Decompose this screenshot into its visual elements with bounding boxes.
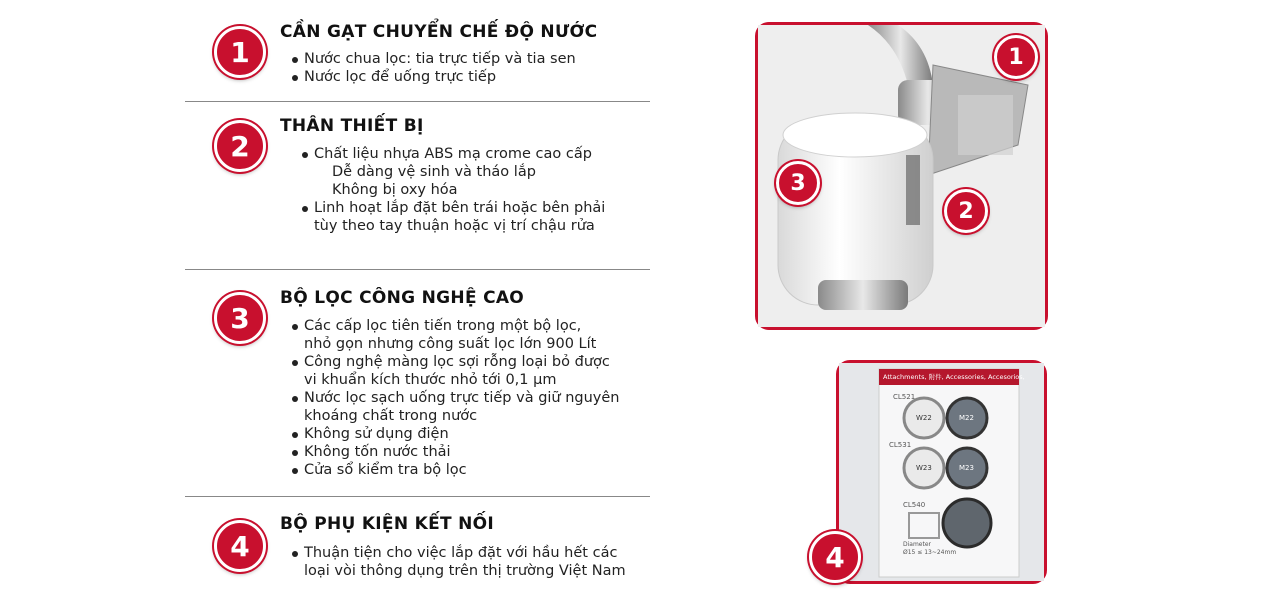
list-item: Nước lọc sạch uống trực tiếp và giữ nguyên <box>292 389 620 407</box>
number-badge: 1 <box>214 26 266 78</box>
callout-badge: 4 <box>809 531 861 583</box>
list-item: Không sử dụng điện <box>292 425 620 443</box>
callout-badge: 1 <box>994 35 1038 79</box>
accessory-label: W22 <box>916 414 932 422</box>
section-title: THÂN THIẾT BỊ <box>280 116 424 136</box>
list-item: Chất liệu nhựa ABS mạ crome cao cấp <box>302 145 605 163</box>
list-item: nhỏ gọn nhưng công suất lọc lớn 900 Lít <box>304 336 597 352</box>
number-badge: 4 <box>214 520 266 572</box>
number-badge: 3 <box>214 292 266 344</box>
section-connection-accessories <box>210 506 650 596</box>
section-title: BỘ PHỤ KIỆN KẾT NỐI <box>280 514 494 534</box>
section-list <box>302 145 605 235</box>
section-list <box>292 544 626 580</box>
list-item: loại vòi thông dụng trên thị trường Việt Nam <box>304 563 626 579</box>
divider <box>185 496 650 497</box>
section-filter-technology <box>210 280 650 490</box>
accessory-label: W23 <box>916 464 932 472</box>
divider <box>185 101 650 102</box>
section-list <box>292 50 576 86</box>
section-list <box>292 317 620 479</box>
section-water-mode-lever <box>210 14 650 94</box>
accessory-photo <box>825 360 1047 584</box>
list-item: Công nghệ màng lọc sợi rỗng loại bỏ được <box>292 353 620 371</box>
list-item: Dễ dàng vệ sinh và tháo lắp <box>332 164 536 180</box>
section-title: BỘ LỌC CÔNG NGHỆ CAO <box>280 288 525 308</box>
divider <box>185 269 650 270</box>
callout-badge: 2 <box>944 189 988 233</box>
accessory-label: Diameter <box>903 541 932 548</box>
number-badge: 2 <box>214 120 266 172</box>
accessory-label: Ø15 ≤ 13~24mm <box>903 549 957 556</box>
accessory-label: M23 <box>959 464 974 472</box>
list-item: tùy theo tay thuận hoặc vị trí chậu rửa <box>314 218 595 234</box>
accessory-label: M22 <box>959 414 974 422</box>
list-item: Nước lọc để uống trực tiếp <box>292 68 576 86</box>
list-item: khoáng chất trong nước <box>304 408 478 424</box>
list-item: Không tốn nước thải <box>292 443 620 461</box>
accessory-label: CL540 <box>903 501 926 509</box>
product-photo <box>755 22 1048 330</box>
list-item: Linh hoạt lắp đặt bên trái hoặc bên phải <box>302 199 605 217</box>
list-item: vi khuẩn kích thước nhỏ tới 0,1 µm <box>304 372 557 388</box>
list-item: Không bị oxy hóa <box>332 182 458 198</box>
accessory-header-text: Attachments, 附件, Accessories, Accesorios, <box>883 373 1025 381</box>
section-device-body <box>210 110 650 260</box>
accessory-label: CL531 <box>889 441 912 449</box>
list-item: Nước chua lọc: tia trực tiếp và tia sen <box>292 50 576 68</box>
accessory-label: CL521 <box>893 393 916 401</box>
callout-badge: 3 <box>776 161 820 205</box>
list-item: Cửa sổ kiểm tra bộ lọc <box>292 461 620 479</box>
section-title: CẦN GẠT CHUYỂN CHẾ ĐỘ NƯỚC <box>280 22 598 42</box>
list-item: Các cấp lọc tiên tiến trong một bộ lọc, <box>292 317 620 335</box>
list-item: Thuận tiện cho việc lắp đặt với hầu hết các <box>292 544 626 562</box>
